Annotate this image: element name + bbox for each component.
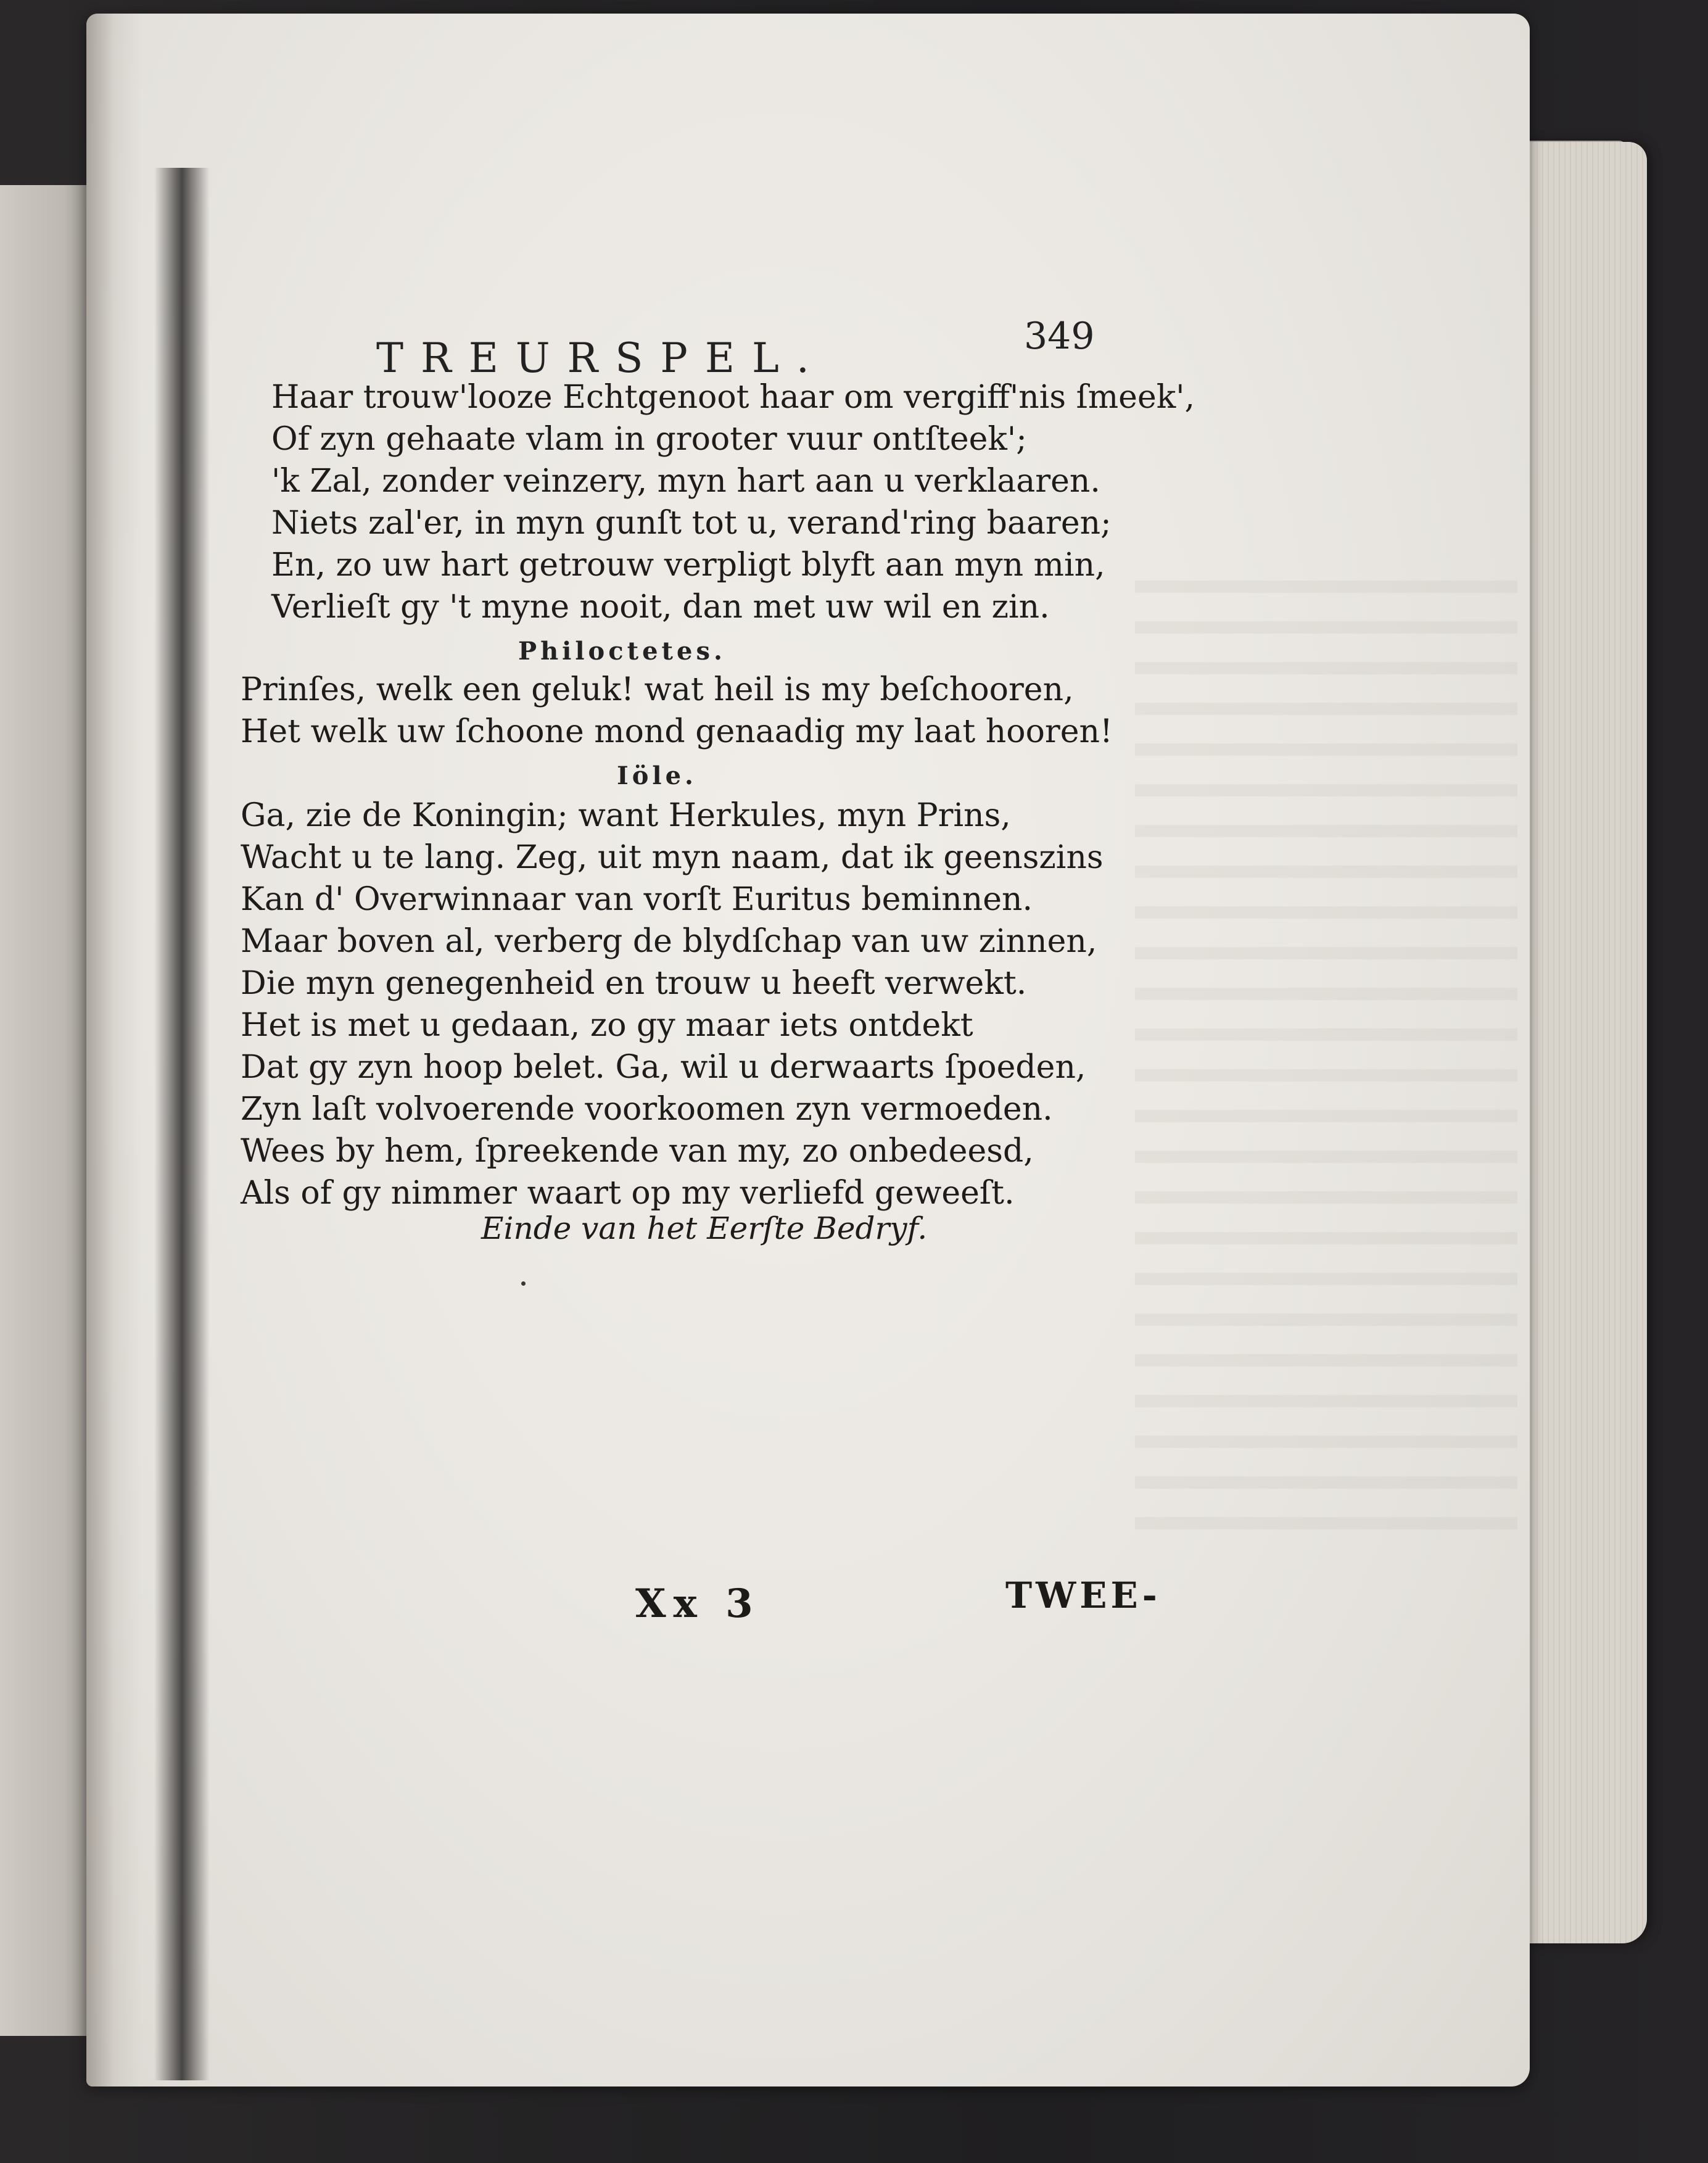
page-number: 349: [1024, 315, 1095, 358]
verse-line: Ga, zie de Koningin; want Herkules, myn Prins,: [241, 797, 1011, 834]
page-text: [86, 14, 1530, 2086]
left-page-edge: [0, 185, 93, 2036]
verse-line: Zyn laſt volvoerende voorkoomen zyn vermoeden.: [241, 1091, 1053, 1128]
verse-line: Kan d' Overwinnaar van vorſt Euritus beminnen.: [241, 881, 1033, 918]
verse-line: Het welk uw ſchoone mond genaadig my laat hooren!: [241, 713, 1113, 750]
verse-line: Dat gy zyn hoop belet. Ga, wil u derwaarts ſpoeden,: [241, 1049, 1086, 1086]
verse-line: Haar trouw'looze Echtgenoot haar om vergiff'nis ſmeek',: [271, 379, 1195, 416]
verse-line: Maar boven al, verberg de blydſchap van uw zinnen,: [241, 923, 1097, 960]
catchword: TWEE-: [1005, 1574, 1161, 1616]
running-head: TREURSPEL.: [376, 334, 827, 382]
book-page: [86, 14, 1530, 2086]
verse-line: Die myn genegenheid en trouw u heeft verwekt.: [241, 965, 1027, 1002]
verse-line: Prinſes, welk een geluk! wat heil is my beſchooren,: [241, 671, 1074, 708]
act-end-heading: Einde van het Eerſte Bedryf.: [481, 1210, 928, 1246]
verse-line: En, zo uw hart getrouw verpligt blyft aan myn min,: [271, 547, 1105, 584]
signature-mark: Xx 3: [635, 1581, 761, 1627]
verse-line: Wees by hem, ſpreekende van my, zo onbedeesd,: [241, 1133, 1034, 1170]
speaker-name: Philoctetes.: [518, 637, 726, 666]
verse-line: Verlieſt gy 't myne nooit, dan met uw wil en zin.: [271, 589, 1050, 626]
verse-line: Het is met u gedaan, zo gy maar iets ontdekt: [241, 1007, 973, 1044]
verse-line: Of zyn gehaate vlam in grooter vuur ontſteek';: [271, 421, 1027, 458]
ink-speck: [521, 1281, 526, 1286]
verse-line: Niets zal'er, in myn gunſt tot u, verand'ring baaren;: [271, 505, 1112, 542]
verse-line: Als of gy nimmer waart op my verliefd geweeſt.: [241, 1175, 1015, 1212]
speaker-name: Iöle.: [617, 761, 697, 790]
verse-line: 'k Zal, zonder veinzery, myn hart aan u verklaaren.: [271, 463, 1100, 500]
verse-line: Wacht u te lang. Zeg, uit myn naam, dat ik geenszins: [241, 839, 1104, 876]
